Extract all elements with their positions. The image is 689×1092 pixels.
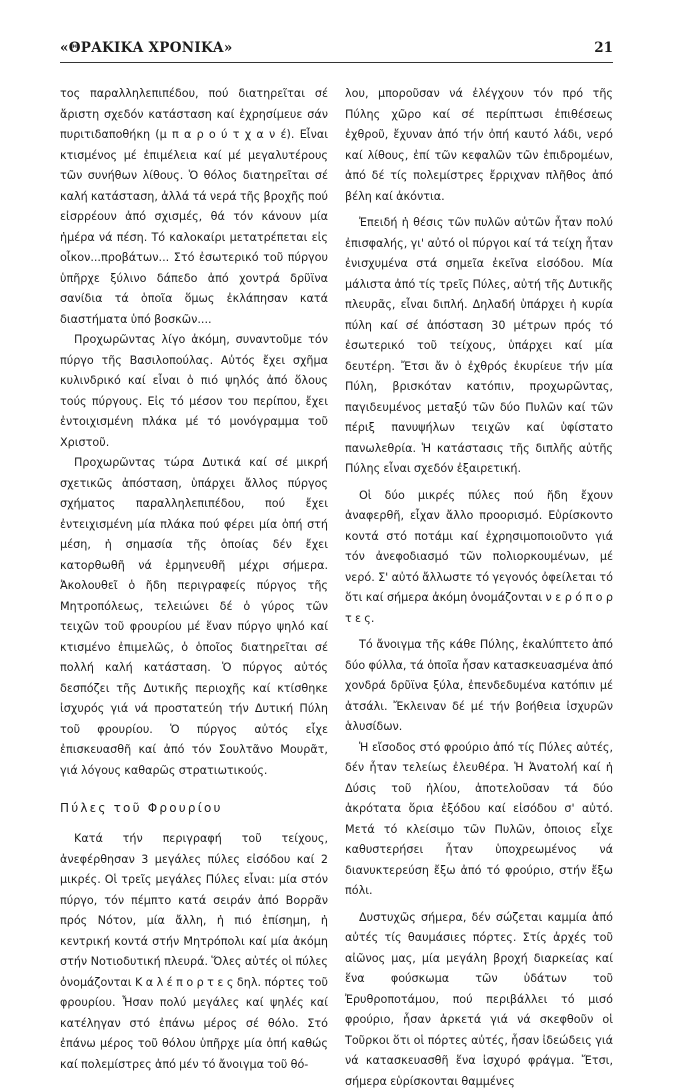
- paragraph: Ἡ εἴσοδος στό φρούριο ἀπό τίς Πύλες αὐτές, δέν ἦταν τελείως ἐλευθέρα. Ἡ Ἀνατολή καί ἡ Δύσις τοῦ ἡλίου, ἀποτελοῦσαν τά δύο ἀκρότατα ὅρια ἐξόδου καί εἰσόδου σ' αὐτό. Μετά τό κλείσιμο τῶν Πυλῶν, ὁποιος εἶχε καθυστερήσει ἦταν ὑποχρεωμένος νά διανυκτερεύση ἔξω ἀπό τό φρούριο, στήν ἔξω πόλι.: [345, 738, 613, 902]
- paragraph: λου, μποροῦσαν νά ἐλέγχουν τόν πρό τῆς Πύλης χῶρο καί σέ περίπτωσι ἐπιθέσεως ἐχθροῦ, ἔχυναν ἀπό τήν ὀπή καυτό λάδι, νερό καί λίθους, ἐπί τῶν κεφαλῶν τῶν ἐπιδρομέων, ἀπό δέ τίς πολεμίστρες ἔρριχναν πλῆθος ἀπό βέλη καί ἀκόντια.: [345, 84, 613, 207]
- paragraph: Προχωρῶντας λίγο ἀκόμη, συναντοῦμε τόν πύργο τῆς Βασιλοπούλας. Αὐτός ἔχει σχῆμα κυλινδρικό καί εἶναι ὁ πιό ψηλός ἀπό ὅλους τούς πύργους. Εἰς τό μέσον του περίπου, ἔχει ἐντοιχισμένη πλάκα μέ τό μονόγραμμα τοῦ Χριστοῦ.: [60, 330, 328, 453]
- journal-title: «ΘΡΑΚΙΚΑ ΧΡΟΝΙΚΑ»: [60, 40, 233, 56]
- paragraph: Κατά τήν περιγραφή τοῦ τείχους, ἀνεφέρθησαν 3 μεγάλες πύλες εἰσόδου καί 2 μικρές. Οἱ τρεῖς μεγάλες Πύλες εἶναι: μία στόν πύργο, τόν πέμπτο κατά σειράν ἀπό Βορρᾶν πρός Νότον, μία ἄλλη, ἡ πιό ἐπίσημη, ἡ κεντρική κοντά στήν Μητρόπολι καί μία ἀκόμη στήν Νοτιοδυτική πλευρά. Ὅλες αὐτές οἱ πύλες ὀνομάζονται Κ α λ έ π ο ρ τ ε ς δηλ. πόρτες τοῦ φρουρίου. Ἦσαν πολύ μεγάλες καί ψηλές καί κατέληγαν στό ἐπάνω μέρος σέ θόλο. Στό ἐπάνω μέρος τοῦ θόλου ὑπῆρχε μία ὀπή καθώς καί πολεμίστρες ἀπό μέν τό ἄνοιγμα τοῦ θό-: [60, 829, 328, 1075]
- header-rule: [60, 62, 613, 63]
- right-column: [345, 84, 613, 1092]
- page-number: 21: [594, 40, 613, 56]
- running-header: [60, 40, 613, 66]
- paragraph: Οἱ δύο μικρές πύλες πού ἤδη ἔχουν ἀναφερθῆ, εἶχαν ἄλλο προορισμό. Εὑρίσκοντο κοντά στό ποτάμι καί ἐχρησιμοποιοῦντο γιά τόν ἀνεφοδιασμό τῶν πολιορκουμένων, μέ νερό. Σ' αὐτό ἄλλωστε τό γεγονός ὀφείλεται τό ὅτι καί σήμερα ἀκόμη ὀνομάζονται ν ε ρ ό π ο ρ τ ε ς.: [345, 486, 613, 630]
- paragraph: Τό ἄνοιγμα τῆς κάθε Πύλης, ἐκαλύπτετο ἀπό δύο φύλλα, τά ὁποῖα ἦσαν κατασκευασμένα ἀπό χονδρά δρῦϊνα ξύλα, ἐπενδεδυμένα κατόπιν μέ ἀτσάλι. Ἔκλειναν δέ μέ τήν βοήθεια ἰσχυρῶν ἁλυσίδων.: [345, 635, 613, 738]
- left-column: [60, 84, 328, 1075]
- paragraph: Ἐπειδή ἡ θέσις τῶν πυλῶν αὐτῶν ἦταν πολύ ἐπισφαλής, γι' αὐτό οἱ πύργοι καί τά τείχη ἦταν ἐνισχυμένα στά σημεῖα ἐκεῖνα εἰσόδου. Μία μάλιστα ἀπό τίς τρεῖς Πύλες, αὐτή τῆς Δυτικῆς πλευρᾶς, εἶναι διπλή. Δηλαδή ὑπάρχει ἡ κυρία πύλη καί σέ ἀπόσταση 30 μέτρων πρός τό ἐσωτερικό τοῦ τείχους, ὑπάρχει καί μία δευτέρη. Ἔτσι ἄν ὁ ἐχθρός ἐκυρίευε τήν μία Πύλη, βρισκόταν κατόπιν, προχωρῶντας, παγιδευμένος μεταξύ τῶν δύο Πυλῶν καί τῶν πέριξ πανυψήλων τειχῶν καί ὑφίστατο πανωλεθρία. Ἡ κατάστασις τῆς διπλῆς αὐτῆς Πύλης εἶναι σχεδόν ἐξαιρετική.: [345, 213, 613, 480]
- section-heading: Πύλες τοῦ Φρουρίου: [60, 799, 328, 817]
- paragraph: τος παραλληλεπιπέδου, πού διατηρεῖται σέ ἄριστη σχεδόν κατάσταση καί ἐχρησίμευε σάν πυριτιδαποθήκη (μ π α ρ ο ύ τ χ α ν έ). Εἶναι κτισμένος μέ ἐπιμέλεια καί μέ μεγαλυτέρους τῶν συνήθων λίθους. Ὁ θόλος διατηρεῖται σέ καλή κατάσταση, ἀλλά τά νερά τῆς βροχῆς πού εἰσρρέουν ἀπό σχισμές, θά τόν κάνουν μία ἡμέρα νά πέση. Τό καλοκαίρι μετατρέπεται εἰς οἶκον...προβάτων... Στό ἐσωτερικό τοῦ πύργου ὑπῆρχε ξύλινο δάπεδο ἀπό χοντρά δρῦϊνα σανίδια τά ὁποῖα ὅμως ἐκλάπησαν κατά διαστήματα ὑπό βοσκῶν....: [60, 84, 328, 330]
- paragraph: Δυστυχῶς σήμερα, δέν σώζεται καμμία ἀπό αὐτές τίς θαυμάσιες πόρτες. Στίς ἀρχές τοῦ αἰῶνος μας, μία μεγάλη βροχή διαρκείας καί ἕνα φούσκωμα τῶν ὑδάτων τοῦ Ἐρυθροποτάμου, πού περιβάλλει τό μισό φρούριο, ἦσαν ἀρκετά γιά νά σκεφθοῦν οἱ Τοῦρκοι ὅτι οἱ πόρτες αὐτές, ἦσαν ἰδεώδεις γιά νά κατασκευασθῆ ἕνα ἰσχυρό φράγμα. Ἔτσι, σήμερα εὑρίσκονται θαμμένες: [345, 908, 613, 1092]
- paragraph: Προχωρῶντας τώρα Δυτικά καί σέ μικρή σχετικῶς ἀπόσταση, ὑπάρχει ἄλλος πύργος σχήματος παραλληλεπιπέδου, πού ἔχει ἐντειχισμένη μία πλάκα πού φέρει μία ὀπή στή μέση, ἡ σημασία τῆς ὁποίας δέν ἔχει κατορθωθῆ νά ἑρμηνευθῆ μέχρι σήμερα. Ἀκολουθεῖ ὁ ἤδη περιγραφείς πύργος τῆς Μητροπόλεως, τελειώνει δέ ὁ γύρος τῶν τειχῶν τοῦ φρουρίου μέ ἕναν πύργο ψηλό καί κτισμένο ἐπιμελῶς, ὁ ὁποῖος διατηρεῖται σέ πολλή καλή κατάσταση. Ὁ πύργος αὐτός δεσπόζει τῆς Δυτικῆς περιοχῆς καί κτίσθηκε ἰσχυρός γιά νά προστατεύη τήν Δυτική Πύλη τοῦ φρουρίου. Ὁ πύργος αὐτός εἶχε ἐπισκευασθῆ καί ἀπό τόν Σουλτᾶνο Μουρᾶτ, γιά λόγους καθαρῶς στρατιωτικούς.: [60, 453, 328, 781]
